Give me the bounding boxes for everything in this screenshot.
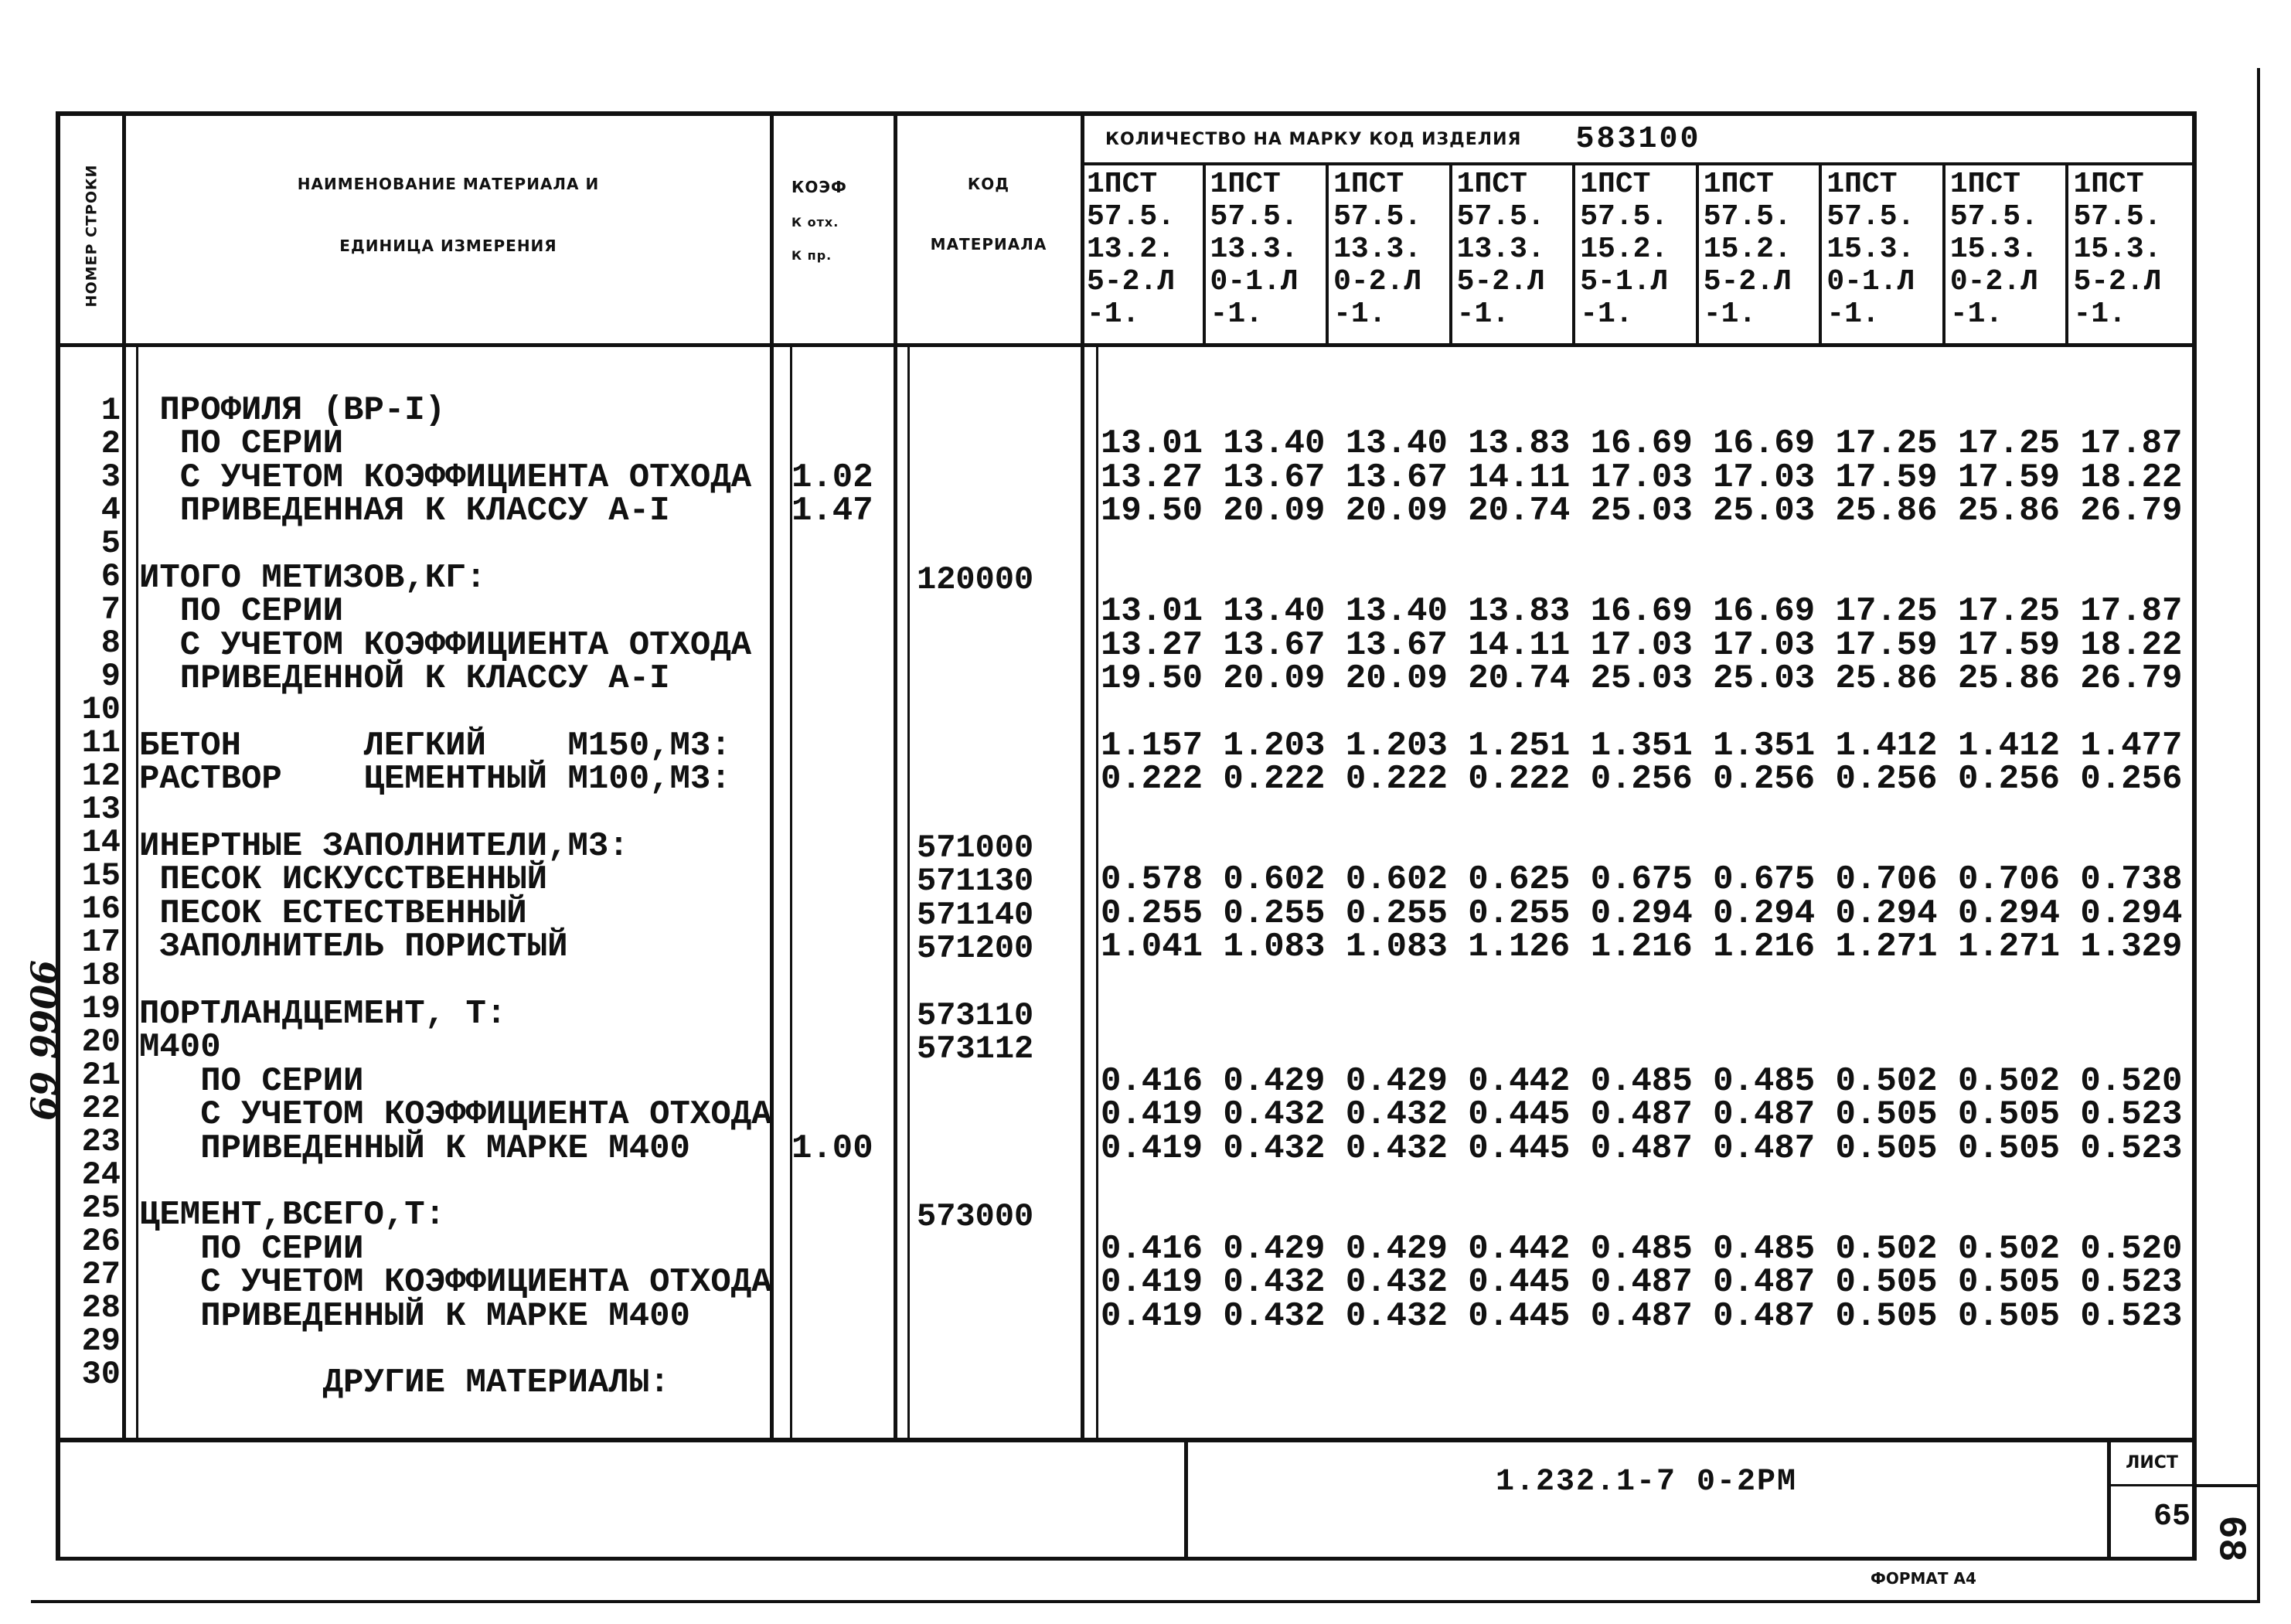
material-code bbox=[917, 698, 1033, 731]
quantity-row bbox=[1101, 562, 2182, 595]
coef-value: 1.02 bbox=[791, 458, 873, 497]
material-code bbox=[917, 530, 1033, 563]
material-name: БЕТОН ЛЕГКИЙ М150,М3: bbox=[139, 726, 731, 765]
material-code bbox=[917, 1100, 1033, 1133]
material-name: ПЕСОК ИСКУССТВЕННЫЙ bbox=[139, 860, 548, 900]
material-code: 120000 bbox=[917, 560, 1034, 598]
material-name: С УЧЕТОМ КОЭФФИЦИЕНТА ОТХОДА bbox=[139, 1095, 772, 1135]
quantity-row: 1.041 1.083 1.083 1.126 1.216 1.216 1.271 1.271 1.329 bbox=[1101, 928, 2183, 967]
coef-value bbox=[791, 1098, 873, 1132]
coef-value bbox=[791, 730, 873, 763]
material-name: ПЕСОК ЕСТЕСТВЕННЫЙ bbox=[139, 894, 527, 933]
frame-top bbox=[56, 111, 2197, 116]
footer-bottom-line bbox=[56, 1557, 2197, 1561]
coef-value bbox=[791, 763, 873, 796]
material-code: 573110 bbox=[917, 997, 1034, 1035]
frame-right bbox=[2192, 111, 2197, 1442]
side-number-text: 68 bbox=[2208, 1514, 2252, 1562]
values-column bbox=[1101, 394, 2182, 1401]
coef-value: 1.00 bbox=[791, 1129, 873, 1168]
code-column bbox=[917, 396, 1033, 1402]
coef-column bbox=[791, 394, 873, 1401]
quantity-row bbox=[1101, 1166, 2182, 1199]
material-name: ИТОГО МЕТИЗОВ,КГ: bbox=[139, 558, 486, 598]
frame-left bbox=[56, 111, 60, 1442]
material-code bbox=[917, 966, 1033, 999]
col-sep-1b bbox=[136, 343, 138, 1439]
right-border-line bbox=[2257, 68, 2260, 1600]
quantity-row: 1.157 1.203 1.203 1.251 1.351 1.351 1.412 1.412 1.477 bbox=[1101, 726, 2183, 765]
col-sep-3 bbox=[894, 111, 897, 1439]
footer-top-line bbox=[56, 1439, 2197, 1442]
coef-label-line3: К пр. bbox=[791, 248, 832, 263]
material-code bbox=[917, 396, 1033, 429]
material-name: ДРУГИЕ МАТЕРИАЛЫ: bbox=[139, 1364, 670, 1403]
coef-value bbox=[791, 1199, 873, 1232]
mark-cell bbox=[1945, 165, 2069, 343]
quantity-row: 19.50 20.09 20.09 20.74 25.03 25.03 25.86 25.86 26.79 bbox=[1101, 492, 2183, 531]
coef-value bbox=[791, 797, 873, 830]
mark-label: 1ПСТ 57.5. 13.3. 0-2.Л -1. bbox=[1333, 168, 1422, 331]
product-code: 583100 bbox=[1575, 121, 1701, 157]
material-name: ПРИВЕДЕННЫЙ К МАРКЕ М400 bbox=[139, 1296, 690, 1336]
name-label-line1: НАИМЕНОВАНИЕ МАТЕРИАЛА И bbox=[297, 175, 600, 193]
coef-value bbox=[791, 863, 873, 897]
material-code bbox=[917, 1335, 1033, 1368]
side-box-top bbox=[2197, 1484, 2259, 1487]
coef-value: 1.47 bbox=[791, 492, 873, 531]
quantity-row bbox=[1101, 1031, 2182, 1064]
material-name: М400 bbox=[139, 1028, 221, 1067]
coef-value bbox=[791, 1166, 873, 1199]
material-code: 571200 bbox=[917, 930, 1034, 968]
qty-header bbox=[1105, 119, 2187, 159]
material-name: С УЧЕТОМ КОЭФФИЦИЕНТА ОТХОДА bbox=[139, 625, 752, 665]
material-name bbox=[139, 1333, 772, 1367]
material-name: ПО СЕРИИ bbox=[139, 1061, 364, 1101]
sheet-sep bbox=[2107, 1484, 2197, 1486]
code-header bbox=[900, 175, 1077, 254]
mark-cell bbox=[1822, 165, 1945, 343]
mark-cell bbox=[1452, 165, 1576, 343]
code-label-line1: КОД bbox=[967, 175, 1010, 193]
mark-cell bbox=[1206, 165, 1329, 343]
mark-label: 1ПСТ 57.5. 15.2. 5-2.Л -1. bbox=[1703, 168, 1792, 331]
row-numbers: 1 2 3 4 5 6 7 8 9 10 11 12 13 14 15 16 17 18 19 20 21 22 23 24 25 26 27 28 29 30 bbox=[81, 392, 121, 1393]
quantity-row: 0.419 0.432 0.432 0.445 0.487 0.487 0.505 0.505 0.523 bbox=[1101, 1296, 2183, 1336]
material-name bbox=[139, 1166, 772, 1199]
coef-value bbox=[791, 1367, 873, 1400]
quantity-row: 0.419 0.432 0.432 0.445 0.487 0.487 0.505 0.505 0.523 bbox=[1101, 1263, 2183, 1302]
material-code bbox=[917, 463, 1033, 496]
col-sep-4b bbox=[1096, 343, 1098, 1439]
material-name: ПРИВЕДЕННОЙ К КЛАССУ А-I bbox=[139, 659, 670, 699]
material-name: ПО СЕРИИ bbox=[139, 1229, 364, 1268]
quantity-row bbox=[1101, 998, 2182, 1031]
material-code: 571140 bbox=[917, 896, 1034, 934]
coef-value bbox=[791, 1233, 873, 1266]
quantity-row bbox=[1101, 1333, 2182, 1367]
material-code bbox=[917, 1302, 1033, 1335]
mark-cell bbox=[1699, 165, 1823, 343]
marks-row bbox=[1082, 165, 2192, 343]
frame-right-footer bbox=[2192, 1439, 2197, 1560]
material-code bbox=[917, 664, 1033, 697]
margin-note-text: 69 9906 bbox=[23, 959, 65, 1121]
quantity-row: 0.416 0.429 0.429 0.442 0.485 0.485 0.502 0.502 0.520 bbox=[1101, 1061, 2183, 1101]
material-code bbox=[917, 429, 1033, 462]
code-label-line2: МАТЕРИАЛА bbox=[930, 235, 1047, 254]
quantity-row: 0.419 0.432 0.432 0.445 0.487 0.487 0.505 0.505 0.523 bbox=[1101, 1129, 2183, 1168]
coef-value bbox=[791, 662, 873, 696]
coef-label-line2: К отх. bbox=[791, 215, 839, 230]
frame-left-footer bbox=[56, 1439, 60, 1560]
coef-value bbox=[791, 1266, 873, 1299]
coef-value bbox=[791, 965, 873, 998]
material-code bbox=[917, 1067, 1033, 1100]
material-name: РАСТВОР ЦЕМЕНТНЫЙ М100,М3: bbox=[139, 760, 731, 799]
material-name bbox=[139, 965, 772, 998]
mark-label: 1ПСТ 57.5. 13.3. 0-1.Л -1. bbox=[1210, 168, 1299, 331]
material-code bbox=[917, 1268, 1033, 1301]
coef-value bbox=[791, 998, 873, 1031]
material-code bbox=[917, 496, 1033, 529]
material-code bbox=[917, 1167, 1033, 1200]
coef-value bbox=[791, 595, 873, 628]
coef-label-line1: КОЭФ bbox=[791, 178, 847, 196]
coef-value bbox=[791, 427, 873, 461]
quantity-row bbox=[1101, 696, 2182, 730]
mark-label: 1ПСТ 57.5. 15.3. 5-2.Л -1. bbox=[2073, 168, 2162, 331]
material-name: ЦЕМЕНТ,ВСЕГО,Т: bbox=[139, 1196, 446, 1235]
side-number bbox=[2203, 1500, 2257, 1577]
material-name bbox=[139, 529, 772, 562]
material-code bbox=[917, 764, 1033, 798]
material-name: ПОРТЛАНДЦЕМЕНТ, Т: bbox=[139, 995, 507, 1034]
quantity-row: 0.578 0.602 0.602 0.625 0.675 0.675 0.706 0.706 0.738 bbox=[1101, 860, 2183, 900]
quantity-row bbox=[1101, 797, 2182, 830]
coef-value bbox=[791, 931, 873, 964]
footer-sep-1 bbox=[1184, 1439, 1188, 1560]
mark-cell bbox=[1082, 165, 1206, 343]
coef-value bbox=[791, 1031, 873, 1064]
material-name: ПРИВЕДЕННАЯ К КЛАССУ А-I bbox=[139, 492, 670, 531]
names-column bbox=[139, 391, 772, 1403]
col-sep-3b bbox=[907, 343, 910, 1439]
material-name: С УЧЕТОМ КОЭФФИЦИЕНТА ОТХОДА bbox=[139, 1263, 772, 1302]
qty-label: КОЛИЧЕСТВО НА МАРКУ КОД ИЗДЕЛИЯ bbox=[1105, 129, 1522, 149]
sheet-label: ЛИСТ bbox=[2126, 1453, 2178, 1472]
quantity-row: 0.419 0.432 0.432 0.445 0.487 0.487 0.505 0.505 0.523 bbox=[1101, 1095, 2183, 1135]
coef-value bbox=[791, 830, 873, 863]
mark-cell bbox=[1575, 165, 1699, 343]
mark-label: 1ПСТ 57.5. 15.2. 5-1.Л -1. bbox=[1580, 168, 1669, 331]
material-name: ИНЕРТНЫЕ ЗАПОЛНИТЕЛИ,М3: bbox=[139, 827, 629, 866]
mark-label: 1ПСТ 57.5. 13.3. 5-2.Л -1. bbox=[1456, 168, 1545, 331]
quantity-row bbox=[1101, 1367, 2182, 1400]
quantity-row: 19.50 20.09 20.09 20.74 25.03 25.03 25.86 25.86 26.79 bbox=[1101, 659, 2183, 699]
coef-value bbox=[791, 1300, 873, 1333]
header-bottom-line bbox=[56, 343, 2197, 347]
quantity-row bbox=[1101, 529, 2182, 562]
material-name: ПО СЕРИИ bbox=[139, 424, 344, 464]
quantity-row: 0.416 0.429 0.429 0.442 0.485 0.485 0.502 0.502 0.520 bbox=[1101, 1229, 2183, 1268]
quantity-row: 0.222 0.222 0.222 0.222 0.256 0.256 0.256 0.256 0.256 bbox=[1101, 760, 2183, 799]
material-code bbox=[917, 1134, 1033, 1167]
doc-code: 1.232.1-7 0-2РМ bbox=[1495, 1465, 1798, 1500]
quantity-row: 13.01 13.40 13.40 13.83 16.69 16.69 17.25 17.25 17.87 bbox=[1101, 424, 2183, 464]
sheet-number: 65 bbox=[2153, 1500, 2191, 1534]
row-number-label: НОМЕР СТРОКИ bbox=[83, 164, 100, 308]
material-code bbox=[917, 1234, 1033, 1268]
material-code: 571130 bbox=[917, 863, 1034, 901]
material-code bbox=[917, 1368, 1033, 1401]
quantity-row bbox=[1101, 394, 2182, 427]
material-code bbox=[917, 798, 1033, 832]
material-name: ПО СЕРИИ bbox=[139, 592, 344, 632]
material-name: С УЧЕТОМ КОЭФФИЦИЕНТА ОТХОДА bbox=[139, 458, 752, 497]
quantity-row bbox=[1101, 1199, 2182, 1232]
material-code bbox=[917, 597, 1033, 630]
quantity-row: 13.27 13.67 13.67 14.11 17.03 17.03 17.59 17.59 18.22 bbox=[1101, 625, 2183, 665]
footer-sep-2 bbox=[2107, 1439, 2111, 1560]
coef-header bbox=[776, 178, 900, 263]
name-header bbox=[131, 175, 765, 255]
material-code: 573000 bbox=[917, 1198, 1034, 1236]
coef-value bbox=[791, 897, 873, 931]
mark-cell bbox=[2068, 165, 2192, 343]
quantity-row bbox=[1101, 965, 2182, 998]
mark-label: 1ПСТ 57.5. 15.3. 0-1.Л -1. bbox=[1826, 168, 1915, 331]
format-label: ФОРМАТ А4 bbox=[1871, 1569, 1976, 1588]
material-name bbox=[139, 696, 772, 730]
margin-note bbox=[23, 935, 70, 1121]
quantity-row bbox=[1101, 830, 2182, 863]
material-code: 571000 bbox=[917, 829, 1034, 867]
coef-value bbox=[791, 562, 873, 595]
col-sep-1 bbox=[122, 111, 126, 1439]
coef-value bbox=[791, 629, 873, 662]
material-name: ПРОФИЛЯ (ВР-I) bbox=[139, 391, 446, 430]
quantity-row: 13.01 13.40 13.40 13.83 16.69 16.69 17.25 17.25 17.87 bbox=[1101, 592, 2183, 632]
mark-label: 1ПСТ 57.5. 15.3. 0-2.Л -1. bbox=[1949, 168, 2038, 331]
coef-value bbox=[791, 1333, 873, 1367]
bottom-border-line bbox=[31, 1600, 2260, 1603]
material-code bbox=[917, 731, 1033, 764]
quantity-row: 13.27 13.67 13.67 14.11 17.03 17.03 17.59 17.59 18.22 bbox=[1101, 458, 2183, 497]
quantity-row: 0.255 0.255 0.255 0.255 0.294 0.294 0.294 0.294 0.294 bbox=[1101, 894, 2183, 933]
mark-cell bbox=[1329, 165, 1452, 343]
material-name bbox=[139, 797, 772, 830]
material-name: ПРИВЕДЕННЫЙ К МАРКЕ М400 bbox=[139, 1129, 690, 1168]
material-code: 573112 bbox=[917, 1030, 1034, 1068]
coef-value bbox=[791, 696, 873, 730]
material-code bbox=[917, 631, 1033, 664]
name-label-line2: ЕДИНИЦА ИЗМЕРЕНИЯ bbox=[339, 237, 557, 255]
material-name: ЗАПОЛНИТЕЛЬ ПОРИСТЫЙ bbox=[139, 928, 568, 967]
row-number-header bbox=[62, 139, 121, 332]
coef-value bbox=[791, 1065, 873, 1098]
coef-value bbox=[791, 529, 873, 562]
coef-value bbox=[791, 394, 873, 427]
mark-label: 1ПСТ 57.5. 13.2. 5-2.Л -1. bbox=[1087, 168, 1176, 331]
